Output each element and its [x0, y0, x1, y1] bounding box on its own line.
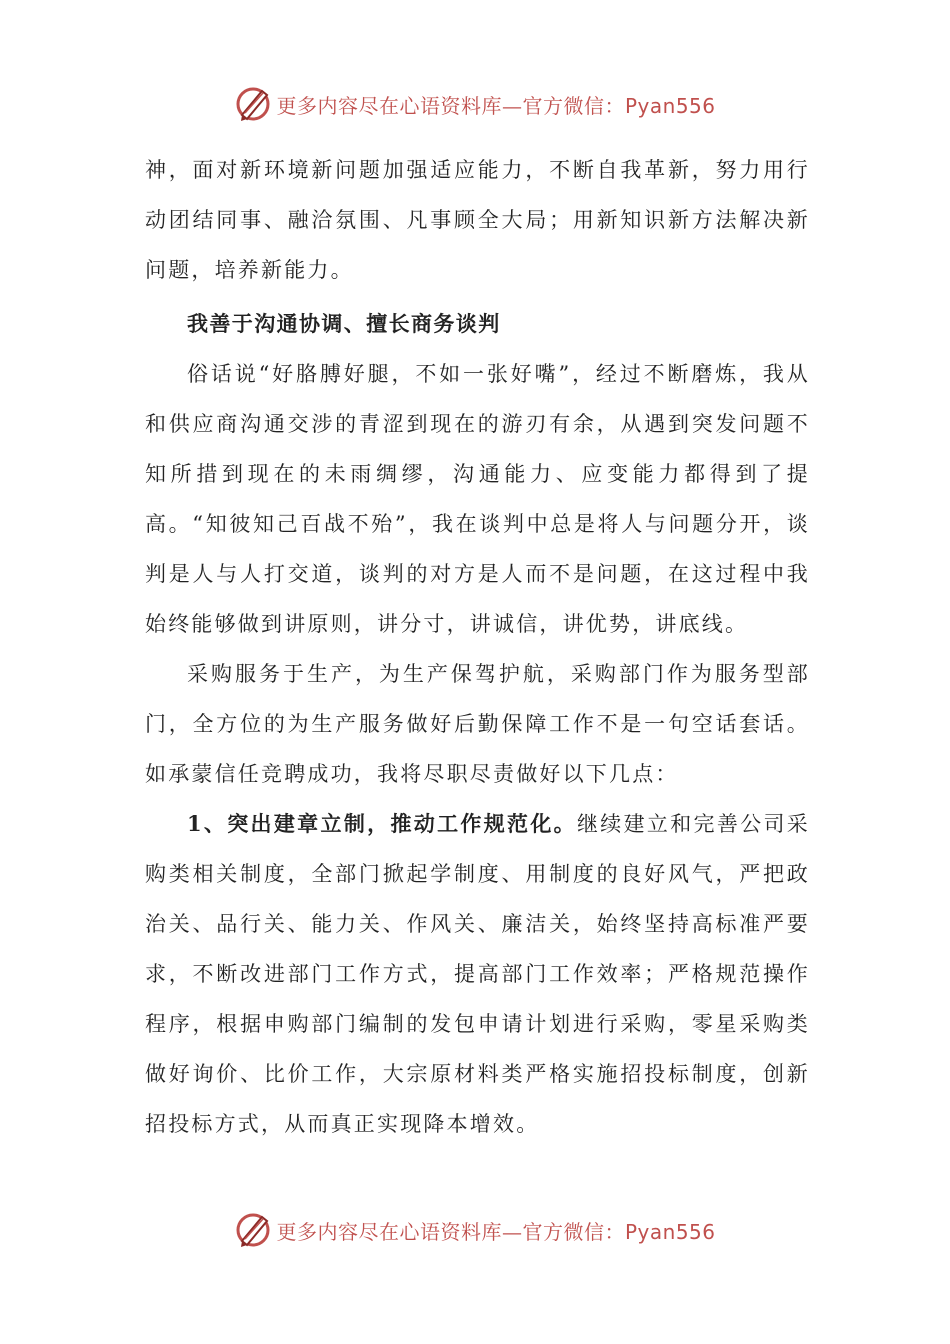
banner-slogan: 更多内容尽在心语资料库—官方微信： — [276, 1219, 625, 1244]
paragraph-3: 采购服务于生产，为生产保驾护航，采购部门作为服务型部门，全方位的为生产服务做好后勤保障工作不是一句空话套话。如承蒙信任竞聘成功，我将尽职尽责做好以下几点： — [145, 662, 810, 786]
paragraph-4 — [145, 799, 810, 1149]
paragraph-4-lead: 1、突出建章立制，推动工作规范化。 — [187, 811, 577, 836]
pen-logo-icon — [234, 1211, 272, 1249]
header-banner — [0, 82, 950, 126]
banner-text — [276, 1216, 715, 1245]
banner-text — [276, 90, 715, 119]
paragraph-4-text: 继续建立和完善公司采购类相关制度，全部门掀起学制度、用制度的良好风气，严把政治关、品行关、能力关、作风关、廉洁关，始终坚持高标准严要求，不断改进部门工作方式，提高部门工作效率；严格规范操作程序，根据申购部门编制的发包申请计划进行采购，零星采购类做好询价、比价工作，大宗原材料类严格实施招投标制度，创新招投标方式，从而真正实现降本增效。 — [145, 812, 811, 1136]
document-body — [145, 145, 810, 1149]
footer-banner — [0, 1208, 950, 1252]
pen-logo-icon — [234, 85, 272, 123]
paragraph-2: 俗话说“好胳膊好腿，不如一张好嘴”，经过不断磨炼，我从和供应商沟通交涉的青涩到现在的游刃有余，从遇到突发问题不知所措到现在的未雨绸缪，沟通能力、应变能力都得到了提高。“知彼知己百战不殆”，我在谈判中总是将人与问题分开，谈判是人与人打交道，谈判的对方是人而不是问题，在这过程中我始终能够做到讲原则，讲分寸，讲诚信，讲优势，讲底线。 — [145, 362, 810, 636]
section-heading: 我善于沟通协调、擅长商务谈判 — [187, 311, 501, 336]
banner-content — [234, 85, 715, 123]
banner-content — [234, 1211, 715, 1249]
paragraph-1: 神，面对新环境新问题加强适应能力，不断自我革新，努力用行动团结同事、融洽氛围、凡事顾全大局；用新知识新方法解决新问题，培养新能力。 — [145, 158, 810, 282]
banner-slogan: 更多内容尽在心语资料库—官方微信： — [276, 93, 625, 118]
banner-wechat-id: Pyan556 — [624, 1219, 716, 1244]
banner-wechat-id: Pyan556 — [624, 93, 716, 118]
